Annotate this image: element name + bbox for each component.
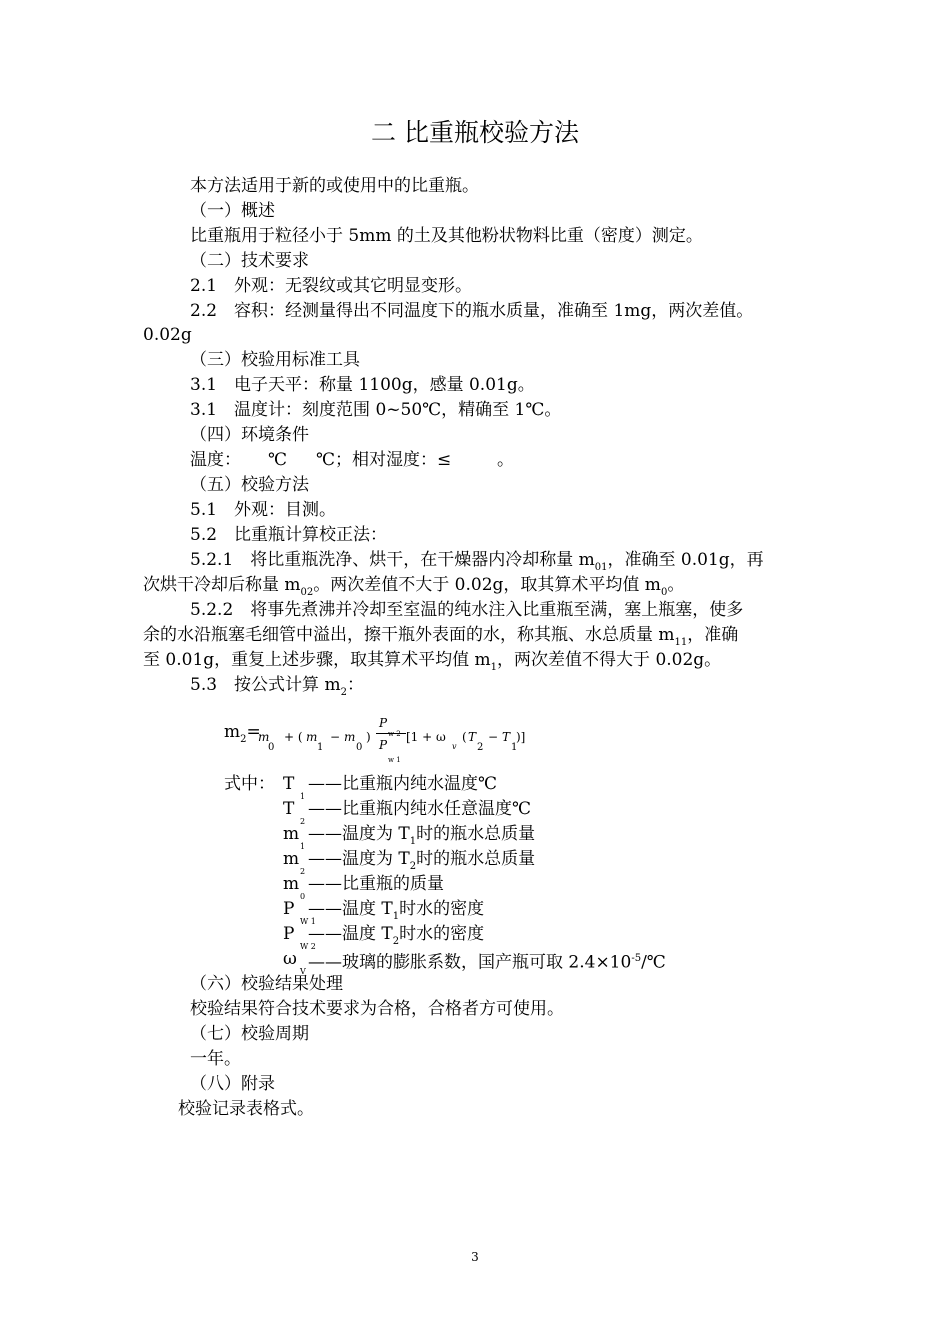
section-7-text: 一年。 (190, 1049, 241, 1069)
formula-T1-sub: 1 (511, 742, 518, 753)
section-5-heading: （五）校验方法 (190, 475, 309, 495)
legend-symbol: P (283, 899, 295, 919)
page-title: 二 比重瓶校验方法 (371, 118, 579, 147)
section-2-heading: （二）技术要求 (190, 251, 309, 271)
legend-description: ——比重瓶内纯水温度℃ (308, 774, 498, 794)
formula-minus2: − (488, 730, 499, 744)
para-521-line-1: 5.2.1 将比重瓶洗净、烘干，在干燥器内冷却称量 $m_{01}$，准确至 0.01g，再 (190, 550, 764, 573)
formula-m1: m (306, 730, 318, 744)
legend-symbol-sub: 0 (300, 892, 306, 901)
formula-sub1: 1 (317, 742, 324, 753)
formula-T2: T (468, 730, 477, 744)
formula-bracket: [1 + ω (406, 730, 446, 744)
formula-numerator-sub: w 2 (388, 730, 401, 738)
legend-symbol: T (283, 774, 295, 794)
formula-numerator: P (379, 716, 388, 730)
legend-symbol-sub: 1 (300, 842, 306, 851)
formula-omega-sub: v (452, 742, 457, 751)
section-2-item-1: 2.1 外观：无裂纹或其它明显变形。 (190, 276, 473, 296)
legend-description: ——玻璃的膨胀系数，国产瓶可取 $2.4\times 10^{-5}/℃$ (308, 952, 666, 973)
legend-description: ——比重瓶内纯水任意温度℃ (308, 799, 532, 819)
formula-minus: − (330, 730, 341, 744)
section-4-heading: （四）环境条件 (190, 425, 309, 445)
intro-text: 本方法适用于新的或使用中的比重瓶。 (190, 176, 479, 196)
legend-label: 式中： (224, 774, 275, 794)
section-1-heading: （一）概述 (190, 201, 275, 221)
legend-symbol-sub: W 1 (300, 917, 316, 926)
section-5-item-3: 5.3 按公式计算 $m_2$： (190, 675, 364, 698)
formula-denominator-sub: w 1 (388, 756, 401, 764)
legend-symbol: m (283, 824, 300, 844)
env-temp-label: 温度： (190, 450, 241, 470)
section-5-item-1: 5.1 外观：目测。 (190, 500, 337, 520)
para-522-line-2: 余的水沿瓶塞毛细管中溢出，擦干瓶外表面的水，称其瓶、水总质量 $m_{11}$，准确 (143, 625, 739, 648)
formula-open2: ( (462, 730, 467, 744)
section-8-text: 校验记录表格式。 (178, 1099, 314, 1119)
legend-symbol: m (283, 874, 300, 894)
legend-description: ——比重瓶的质量 (308, 874, 444, 894)
formula-sub0: 0 (268, 742, 275, 753)
section-2-item-2-cont: 0.02g (143, 325, 192, 345)
legend-symbol: P (283, 924, 295, 944)
para-522-line-3: 至 0.01g，重复上述步骤，取其算术平均值 $m_1$，两次差值不得大于 0.02g。 (143, 650, 722, 673)
section-6-text: 校验结果符合技术要求为合格，合格者方可使用。 (190, 999, 564, 1019)
formula-fraction-bar (376, 733, 406, 734)
formula-denominator: P (379, 738, 388, 752)
section-3-item-2: 3.1 温度计：刻度范围 0~50℃，精确至 1℃。 (190, 400, 562, 420)
legend-symbol-sub: 1 (300, 792, 306, 801)
section-3-heading: （三）校验用标准工具 (190, 350, 360, 370)
legend-symbol-sub: 2 (300, 817, 306, 826)
section-2-item-2: 2.2 容积：经测量得出不同温度下的瓶水质量，准确至 1mg，两次差值。 (190, 301, 754, 321)
formula-plus: + ( (284, 730, 303, 744)
formula-T2-sub: 2 (477, 742, 484, 753)
legend-symbol: ω (283, 949, 297, 969)
section-6-heading: （六）校验结果处理 (190, 974, 343, 994)
section-7-heading: （七）校验周期 (190, 1024, 309, 1044)
legend-symbol-sub: W 2 (300, 942, 316, 951)
formula-m0: m (258, 730, 270, 744)
legend-description: ——温度 $T_2$时水的密度 (308, 924, 485, 947)
env-humidity-label: ℃；相对湿度：≤ (316, 450, 452, 470)
legend-symbol: T (283, 799, 295, 819)
env-temp-unit-1: ℃ (268, 450, 288, 470)
formula-close: ) (366, 730, 371, 744)
legend-description: ——温度 $T_1$时水的密度 (308, 899, 485, 922)
legend-symbol: m (283, 849, 300, 869)
section-8-heading: （八）附录 (190, 1074, 275, 1094)
env-end: 。 (497, 450, 514, 470)
legend-description: ——温度为 $T_2$时的瓶水总质量 (308, 849, 536, 872)
legend-description: ——温度为 $T_1$时的瓶水总质量 (308, 824, 536, 847)
formula-sub0b: 0 (356, 742, 363, 753)
para-521-line-2: 次烘干冷却后称量 $m_{02}$。两次差值不大于 0.02g，取其算术平均值 $m_0$。 (143, 575, 685, 598)
section-1-text: 比重瓶用于粒径小于 5mm 的土及其他粉状物料比重（密度）测定。 (190, 226, 703, 246)
page-number: 3 (471, 1250, 479, 1264)
formula-m0b: m (344, 730, 356, 744)
formula-end: )] (516, 730, 526, 744)
formula-T1: T (502, 730, 511, 744)
para-522-line-1: 5.2.2 将事先煮沸并冷却至室温的纯水注入比重瓶至满，塞上瓶塞，使多 (190, 600, 744, 620)
legend-symbol-sub: 2 (300, 867, 306, 876)
section-3-item-1: 3.1 电子天平：称量 1100g，感量 0.01g。 (190, 375, 535, 395)
section-5-item-2: 5.2 比重瓶计算校正法： (190, 525, 388, 545)
legend-symbol-sub: V (300, 967, 306, 976)
formula-lhs: $m_2=$ (224, 722, 261, 745)
